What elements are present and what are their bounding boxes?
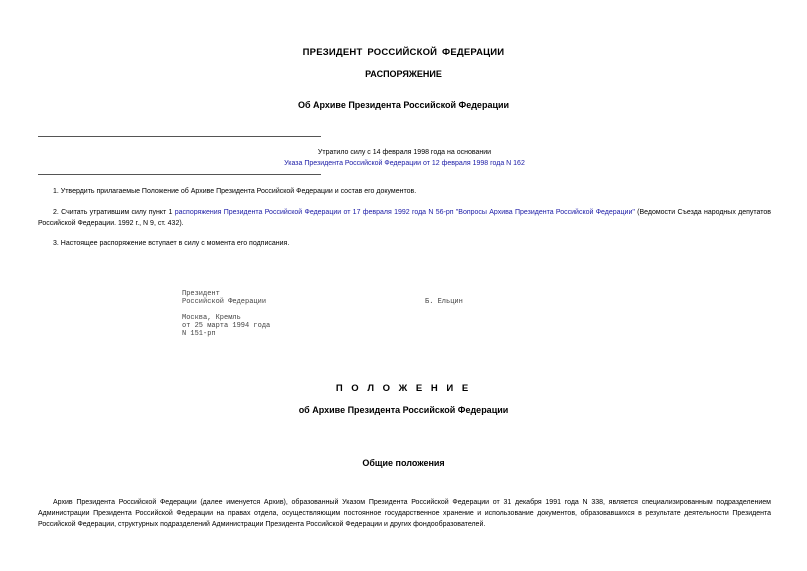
document-title: ПРЕЗИДЕНТ РОССИЙСКОЙ ФЕДЕРАЦИИ <box>302 47 505 58</box>
signature-signer: Б. Ельцин <box>425 298 463 306</box>
paragraph-1: 1. Утвердить прилагаемые Положение об Архиве Президента Российской Федерации и состав его документов. <box>53 188 417 195</box>
document-type: РАСПОРЯЖЕНИЕ <box>365 69 442 79</box>
status-bottom-rule <box>38 174 321 175</box>
paragraph-3: 3. Настоящее распоряжение вступает в силу с момента его подписания. <box>53 240 290 247</box>
status-note-text: Утратило силу с 14 февраля 1998 года на основании <box>317 149 492 156</box>
regulation-title: П О Л О Ж Е Н И Е <box>335 383 472 394</box>
paragraph-2-link[interactable]: распоряжения Президента Российской Федерации от 17 февраля 1992 года N 56-рп "Вопросы Архива Президента Российской Федерации" <box>174 209 635 216</box>
regulation-paragraph: Архив Президента Российской Федерации (далее именуется Архив), образованный Указом Президента Российской Федерации от 31 декабря 1991 года N 338, является специализированным подразделением Администрации Президента Российской Федерации на правах отдела, осуществляющим постоянное государственное хранение и использование документов, образовавшихся в результате деятельности Президента Российской Федерации, структурных подразделений Администрации Президента Российской Федерации и других фондообразователей. <box>38 499 771 528</box>
paragraph-2 <box>38 207 771 229</box>
status-note-link[interactable]: Указа Президента Российской Федерации от 12 февраля 1998 года N 162 <box>284 160 525 167</box>
signature-date: от 25 марта 1994 года <box>182 322 271 330</box>
signature-position-line1: Президент <box>182 290 220 298</box>
signature-position-line2: Российской Федерации <box>182 298 267 306</box>
paragraph-2-prefix: 2. Считать утратившим силу пункт 1 <box>53 209 175 216</box>
signature-number: N 151-рп <box>182 330 216 338</box>
regulation-subtitle: об Архиве Президента Российской Федерации <box>298 405 509 415</box>
section-title: Общие положения <box>362 458 445 468</box>
signature-place: Москва, Кремль <box>182 314 241 322</box>
status-note <box>38 147 771 169</box>
status-top-rule <box>38 136 321 137</box>
paragraph-2-suffix: (Ведомости Съезда народных депутатов Российской Федерации. 1992 г., N 9, ст. 432). <box>38 209 771 227</box>
document-subject: Об Архиве Президента Российской Федерации <box>297 100 510 110</box>
